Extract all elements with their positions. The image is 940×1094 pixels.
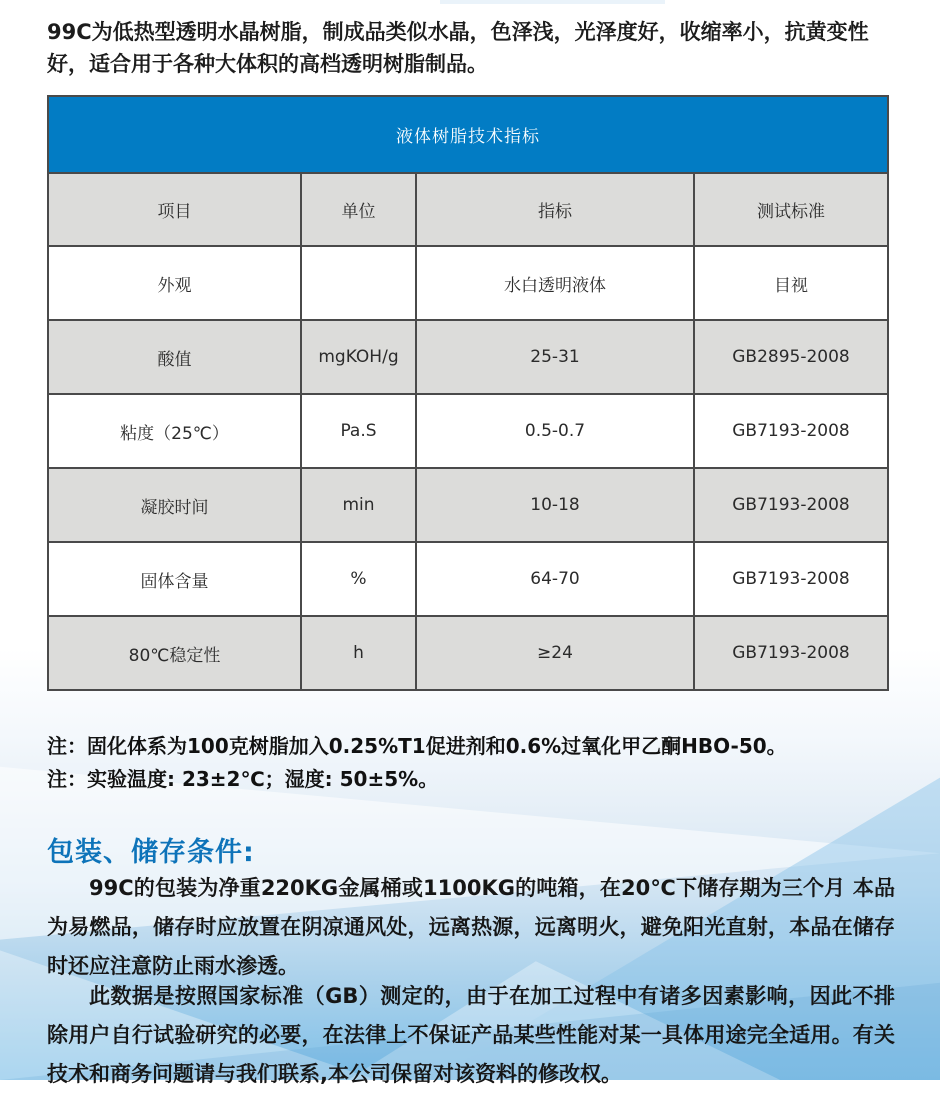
cell-standard: GB7193-2008 xyxy=(693,395,887,467)
cell-standard: GB2895-2008 xyxy=(693,321,887,393)
cell-spec: ≥24 xyxy=(415,617,693,689)
column-header-item: 项目 xyxy=(157,202,192,222)
spec-table xyxy=(47,95,889,691)
cell-standard: GB7193-2008 xyxy=(693,543,887,615)
cell-standard: GB7193-2008 xyxy=(693,617,887,689)
cell-item: 酸值 xyxy=(157,349,192,370)
cell-unit: h xyxy=(300,617,415,689)
table-row xyxy=(49,467,887,541)
cell-item: 外观 xyxy=(157,275,192,296)
table-row xyxy=(49,393,887,467)
cell-item: 凝胶时间 xyxy=(140,497,209,518)
table-title: 液体树脂技术指标 xyxy=(49,97,887,172)
cell-unit: Pa.S xyxy=(300,395,415,467)
table-row xyxy=(49,541,887,615)
table-row xyxy=(49,245,887,319)
cell-item: 固体含量 xyxy=(140,571,209,592)
table-row xyxy=(49,615,887,689)
cell-unit: mgKOH/g xyxy=(300,321,415,393)
disclaimer-paragraph: 此数据是按照国家标准（GB）测定的，由于在加工过程中有诸多因素影响，因此不排除用户自行试验研究的必要，在法律上不保证产品某些性能对某一具体用途完全适用。有关技术和商务问题请与我们联系,本公司保留对该资料的修改权。 xyxy=(47,984,895,1086)
cell-standard: GB7193-2008 xyxy=(693,469,887,541)
table-notes xyxy=(47,730,907,796)
note-test-conditions: 注：实验温度: 23±2℃；湿度: 50±5%。 xyxy=(47,767,439,791)
storage-section-heading: 包装、储存条件: xyxy=(47,837,255,868)
cell-spec: 水白透明液体 xyxy=(415,247,693,319)
cell-unit: % xyxy=(300,543,415,615)
cell-unit xyxy=(300,247,415,319)
cell-spec: 0.5-0.7 xyxy=(415,395,693,467)
cell-spec: 25-31 xyxy=(415,321,693,393)
column-header-unit: 单位 xyxy=(300,174,415,245)
cell-spec: 64-70 xyxy=(415,543,693,615)
cell-spec: 10-18 xyxy=(415,469,693,541)
cell-item: 粘度（25℃） xyxy=(120,423,229,444)
intro-paragraph: 99C为低热型透明水晶树脂，制成品类似水晶，色泽浅，光泽度好，收缩率小，抗黄变性好，适合用于各种大体积的高档透明树脂制品。 xyxy=(47,20,869,76)
cell-item: 80℃稳定性 xyxy=(128,645,221,666)
column-header-standard: 测试标准 xyxy=(693,174,887,245)
column-header-spec: 指标 xyxy=(415,174,693,245)
cell-unit: min xyxy=(300,469,415,541)
table-header-row xyxy=(49,172,887,245)
table-row xyxy=(49,319,887,393)
note-curing-system: 注：固化体系为100克树脂加入0.25%T1促进剂和0.6%过氧化甲乙酮HBO-50。 xyxy=(47,734,787,758)
cell-standard: 目视 xyxy=(693,247,887,319)
storage-paragraph: 99C的包装为净重220KG金属桶或1100KG的吨箱，在20℃下储存期为三个月 本品为易燃品，储存时应放置在阴凉通风处，远离热源，远离明火，避免阳光直射，本品在储存时还应注意防止雨水渗透。 xyxy=(47,876,895,978)
